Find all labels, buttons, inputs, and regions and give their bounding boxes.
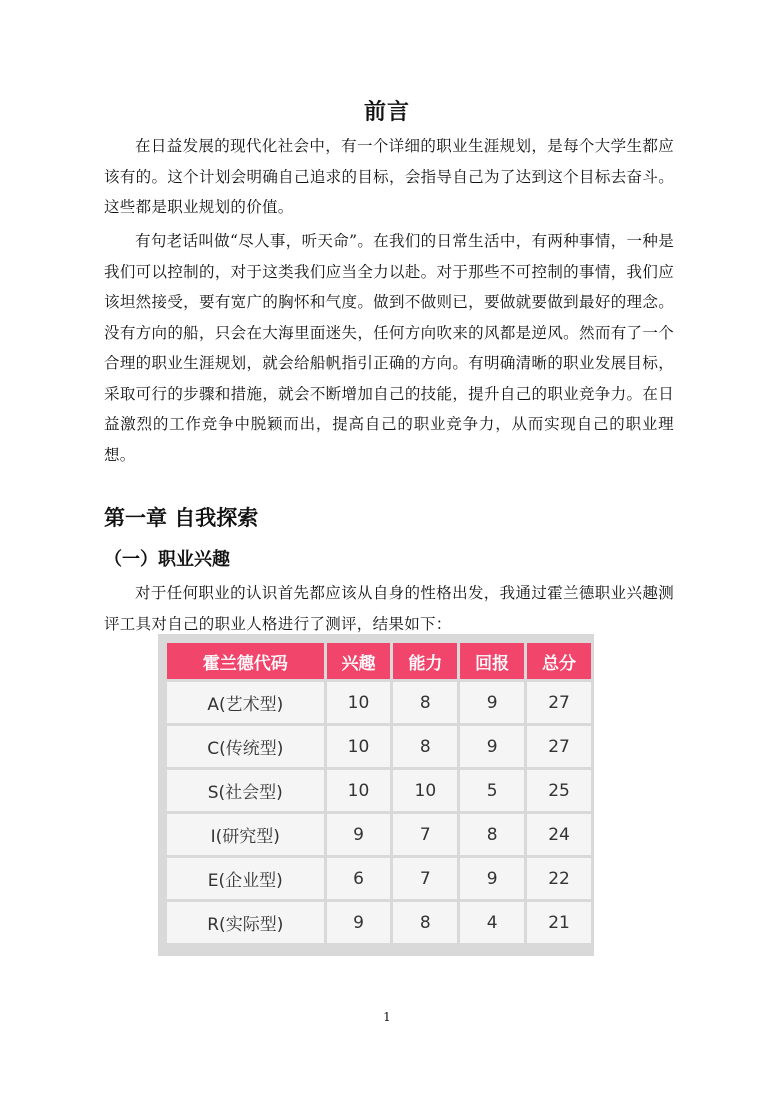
cell-total: 21 xyxy=(527,902,591,943)
cell-ability: 7 xyxy=(393,858,457,899)
cell-total: 27 xyxy=(527,682,591,723)
cell-ability: 7 xyxy=(393,814,457,855)
preface-paragraph-2: 有句老话叫做“尽人事，听天命”。在我们的日常生活中，有两种事情，一种是我们可以控制的，对于这类我们应当全力以赴。对于那些不可控制的事情，我们应该坦然接受，要有宽广的胸怀和气度。做到不做则已，要做就要做到最好的理念。没有方向的船，只会在大海里面迷失，任何方向吹来的风都是逆风。然而有了一个合理的职业生涯规划，就会给船帆指引正确的方向。有明确清晰的职业发展目标，采取可行的步骤和措施，就会不断增加自己的技能，提升自己的职业竞争力。在日益激烈的工作竞争中脱颖而出，提高自己的职业竞争力，从而实现自己的职业理想。 xyxy=(104,232,674,464)
header-reward: 回报 xyxy=(460,643,524,679)
table-row xyxy=(167,858,591,899)
cell-ability: 10 xyxy=(393,770,457,811)
cell-interest: 6 xyxy=(327,858,391,899)
cell-code: S(社会型) xyxy=(167,770,324,811)
section-paragraph: 对于任何职业的认识首先都应该从自身的性格出发，我通过霍兰德职业兴趣测评工具对自己的职业人格进行了测评，结果如下： xyxy=(104,584,674,633)
cell-total: 22 xyxy=(527,858,591,899)
section-title: （一）职业兴趣 xyxy=(104,549,230,570)
holland-table-image xyxy=(158,634,594,956)
cell-code: C(传统型) xyxy=(167,726,324,767)
cell-reward: 9 xyxy=(460,726,524,767)
header-total: 总分 xyxy=(527,643,591,679)
cell-code: E(企业型) xyxy=(167,858,324,899)
cell-code: A(艺术型) xyxy=(167,682,324,723)
table-row xyxy=(167,726,591,767)
header-interest: 兴趣 xyxy=(327,643,391,679)
cell-total: 25 xyxy=(527,770,591,811)
cell-interest: 10 xyxy=(327,770,391,811)
holland-table xyxy=(164,640,594,946)
page-number: 1 xyxy=(383,1010,391,1024)
cell-interest: 9 xyxy=(327,902,391,943)
table-header-row xyxy=(167,643,591,679)
cell-ability: 8 xyxy=(393,902,457,943)
cell-code: R(实际型) xyxy=(167,902,324,943)
table-row xyxy=(167,770,591,811)
cell-ability: 8 xyxy=(393,682,457,723)
header-ability: 能力 xyxy=(393,643,457,679)
preface-paragraph-1: 在日益发展的现代化社会中，有一个详细的职业生涯规划，是每个大学生都应该有的。这个计划会明确自己追求的目标，会指导自己为了达到这个目标去奋斗。这些都是职业规划的价值。 xyxy=(104,137,674,216)
cell-reward: 9 xyxy=(460,858,524,899)
cell-interest: 10 xyxy=(327,682,391,723)
cell-reward: 8 xyxy=(460,814,524,855)
header-code: 霍兰德代码 xyxy=(167,643,324,679)
cell-total: 27 xyxy=(527,726,591,767)
table-row xyxy=(167,814,591,855)
cell-ability: 8 xyxy=(393,726,457,767)
table-row xyxy=(167,682,591,723)
preface-title: 前言 xyxy=(363,99,410,125)
cell-interest: 10 xyxy=(327,726,391,767)
cell-reward: 5 xyxy=(460,770,524,811)
cell-reward: 4 xyxy=(460,902,524,943)
cell-interest: 9 xyxy=(327,814,391,855)
cell-code: I(研究型) xyxy=(167,814,324,855)
chapter-title: 第一章 自我探索 xyxy=(104,505,259,530)
table-row xyxy=(167,902,591,943)
cell-reward: 9 xyxy=(460,682,524,723)
cell-total: 24 xyxy=(527,814,591,855)
